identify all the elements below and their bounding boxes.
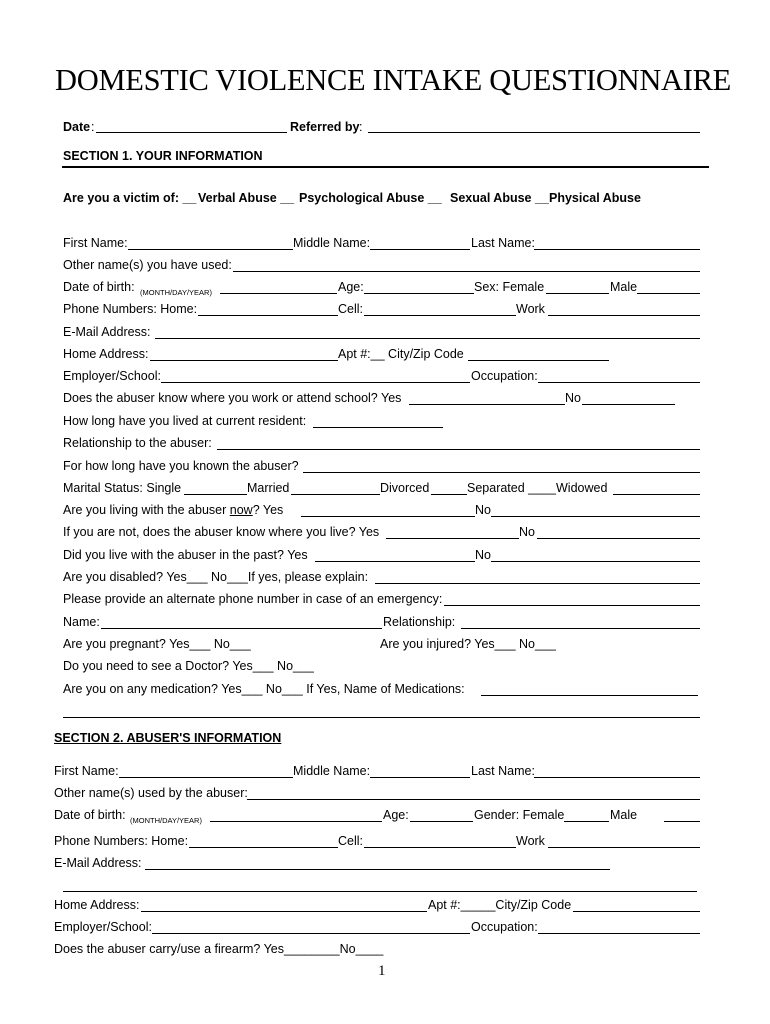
abuser-age-label: Age:: [383, 808, 409, 822]
abuser-phone-cell-field[interactable]: [364, 847, 516, 848]
other-names-label: Other name(s) you have used:: [63, 258, 232, 272]
abuser-first-name-label: First Name:: [54, 764, 119, 778]
email-label: E-Mail Address:: [63, 325, 151, 339]
apt-city-zip-label: Apt #:__ City/Zip Code: [338, 347, 464, 361]
sex-male-field[interactable]: [637, 293, 700, 294]
victim-of-question: Are you a victim of: __: [63, 191, 197, 205]
marital-single-label: Marital Status: Single: [63, 481, 182, 495]
marital-married-field[interactable]: [291, 494, 380, 495]
abuser-email-field[interactable]: [145, 869, 610, 870]
abuser-gender-male-label: Male: [610, 808, 638, 822]
abuser-home-address-field[interactable]: [141, 911, 427, 912]
marital-widowed-label: Widowed: [556, 481, 608, 495]
phone-cell-label: Cell:: [338, 302, 364, 316]
middle-name-field[interactable]: [370, 249, 470, 250]
first-name-field[interactable]: [128, 249, 293, 250]
first-name-label: First Name:: [63, 236, 128, 250]
marital-divorced-field[interactable]: [431, 494, 467, 495]
abuser-phone-work-label: Work: [516, 834, 545, 848]
medication-extra-line[interactable]: [63, 717, 700, 718]
date-label: Date: [63, 120, 91, 134]
dob-label: Date of birth:: [63, 280, 135, 294]
abuser-phone-cell-label: Cell:: [338, 834, 364, 848]
residence-duration-label: How long have you lived at current resident:: [63, 414, 307, 428]
know-work-question: Does the abuser know where you work or attend school? Yes: [63, 391, 402, 405]
sexual-abuse-option[interactable]: Sexual Abuse __: [450, 191, 549, 205]
abuser-dob-label: Date of birth:: [54, 808, 126, 822]
lived-past-question: Did you live with the abuser in the past? Yes: [63, 548, 308, 562]
age-field[interactable]: [364, 293, 474, 294]
known-duration-label: For how long have you known the abuser?: [63, 459, 299, 473]
section-1-heading: SECTION 1. YOUR INFORMATION: [63, 149, 263, 163]
medication-question: Are you on any medication? Yes___ No___ If Yes, Name of Medications:: [63, 682, 465, 696]
abuser-middle-name-field[interactable]: [370, 777, 470, 778]
emergency-name-field[interactable]: [101, 628, 382, 629]
marital-widowed-field[interactable]: [613, 494, 700, 495]
marital-separated-label: Separated ____: [467, 481, 556, 495]
abuser-occupation-field[interactable]: [538, 933, 700, 934]
phone-work-field[interactable]: [548, 315, 700, 316]
firearm-question: Does the abuser carry/use a firearm? Yes________No____: [54, 942, 384, 956]
phone-home-field[interactable]: [198, 315, 338, 316]
abuser-email-label: E-Mail Address:: [54, 856, 142, 870]
phone-work-label: Work: [516, 302, 545, 316]
dob-field[interactable]: [220, 293, 337, 294]
living-yes-field[interactable]: [301, 516, 475, 517]
abuser-home-address-label: Home Address:: [54, 898, 140, 912]
sex-female-field[interactable]: [546, 293, 609, 294]
phone-home-label: Phone Numbers: Home:: [63, 302, 198, 316]
lived-past-no-label: No: [475, 548, 491, 562]
injured-question: Are you injured? Yes___ No___: [380, 637, 556, 651]
abuser-middle-name-label: Middle Name:: [293, 764, 371, 778]
home-address-label: Home Address:: [63, 347, 149, 361]
doctor-question: Do you need to see a Doctor? Yes___ No___: [63, 659, 314, 673]
age-label: Age:: [338, 280, 364, 294]
know-live-no-label: No: [519, 525, 535, 539]
referred-by-label: Referred by: [290, 120, 360, 134]
abuser-gender-female-field[interactable]: [564, 821, 609, 822]
abuser-gender-male-field[interactable]: [664, 821, 700, 822]
emergency-relationship-field[interactable]: [461, 628, 700, 629]
marital-divorced-label: Divorced: [380, 481, 430, 495]
abuser-extra-line[interactable]: [63, 891, 697, 892]
abuser-gender-female-label: Gender: Female: [474, 808, 565, 822]
disabled-explain-field[interactable]: [375, 583, 700, 584]
disabled-question: Are you disabled? Yes___ No___If yes, please explain:: [63, 570, 369, 584]
lived-past-yes-field[interactable]: [315, 561, 475, 562]
medication-field[interactable]: [481, 695, 698, 696]
abuser-apt-city-zip-label: Apt #:_____City/Zip Code: [428, 898, 572, 912]
pregnant-question: Are you pregnant? Yes___ No___: [63, 637, 251, 651]
occupation-field[interactable]: [538, 382, 700, 383]
abuser-last-name-label: Last Name:: [471, 764, 535, 778]
lived-past-no-field[interactable]: [491, 561, 700, 562]
emergency-relationship-label: Relationship:: [383, 615, 456, 629]
sex-male-label: Male: [610, 280, 638, 294]
know-work-yes-field[interactable]: [409, 404, 565, 405]
verbal-abuse-option[interactable]: Verbal Abuse __: [198, 191, 295, 205]
abuser-phone-work-field[interactable]: [548, 847, 700, 848]
know-live-yes-field[interactable]: [386, 538, 519, 539]
know-live-question: If you are not, does the abuser know where you live? Yes: [63, 525, 380, 539]
alt-phone-label: Please provide an alternate phone number in case of an emergency:: [63, 592, 443, 606]
abuser-age-field[interactable]: [410, 821, 473, 822]
marital-single-field[interactable]: [184, 494, 247, 495]
city-zip-field[interactable]: [468, 360, 609, 361]
dob-format-hint: (MONTH/DAY/YEAR): [140, 288, 212, 297]
abuser-dob-field[interactable]: [210, 821, 382, 822]
know-work-no-label: No: [565, 391, 581, 405]
referred-colon: :: [359, 120, 363, 134]
abuser-other-names-field[interactable]: [247, 799, 700, 800]
living-no-label: No: [475, 503, 491, 517]
section-2-heading: SECTION 2. ABUSER'S INFORMATION: [54, 731, 282, 745]
referred-by-field[interactable]: [368, 132, 700, 133]
employer-field[interactable]: [161, 382, 470, 383]
employer-label: Employer/School:: [63, 369, 161, 383]
abuser-occupation-label: Occupation:: [471, 920, 538, 934]
email-field[interactable]: [155, 338, 700, 339]
phone-cell-field[interactable]: [364, 315, 516, 316]
abuser-city-zip-field[interactable]: [573, 911, 700, 912]
known-duration-field[interactable]: [303, 472, 700, 473]
last-name-field[interactable]: [534, 249, 700, 250]
other-names-field[interactable]: [233, 271, 700, 272]
abuser-phone-home-field[interactable]: [189, 847, 338, 848]
abuser-first-name-field[interactable]: [119, 777, 293, 778]
living-with-abuser-question: Are you living with the abuser now? Yes: [63, 503, 284, 517]
emergency-name-label: Name:: [63, 615, 100, 629]
abuser-other-names-label: Other name(s) used by the abuser:: [54, 786, 248, 800]
physical-abuse-option[interactable]: Physical Abuse: [549, 191, 641, 205]
page-title: DOMESTIC VIOLENCE INTAKE QUESTIONNAIRE: [55, 63, 732, 97]
know-work-no-field[interactable]: [582, 404, 675, 405]
middle-name-label: Middle Name:: [293, 236, 371, 250]
date-field[interactable]: [96, 132, 287, 133]
abuser-last-name-field[interactable]: [534, 777, 700, 778]
alt-phone-field[interactable]: [444, 605, 700, 606]
last-name-label: Last Name:: [471, 236, 535, 250]
abuser-dob-format-hint: (MONTH/DAY/YEAR): [130, 816, 202, 825]
abuser-employer-field[interactable]: [152, 933, 470, 934]
date-colon: :: [91, 120, 95, 134]
occupation-label: Occupation:: [471, 369, 538, 383]
relationship-field[interactable]: [217, 449, 700, 450]
abuser-employer-label: Employer/School:: [54, 920, 152, 934]
abuser-phone-home-label: Phone Numbers: Home:: [54, 834, 189, 848]
residence-duration-field[interactable]: [313, 427, 443, 428]
living-no-field[interactable]: [491, 516, 700, 517]
home-address-field[interactable]: [150, 360, 338, 361]
sex-female-label: Sex: Female: [474, 280, 545, 294]
psychological-abuse-option[interactable]: Psychological Abuse __: [299, 191, 442, 205]
page-number: 1: [378, 963, 386, 979]
marital-married-label: Married: [247, 481, 290, 495]
know-live-no-field[interactable]: [537, 538, 700, 539]
section-1-divider: [62, 166, 709, 168]
relationship-label: Relationship to the abuser:: [63, 436, 212, 450]
